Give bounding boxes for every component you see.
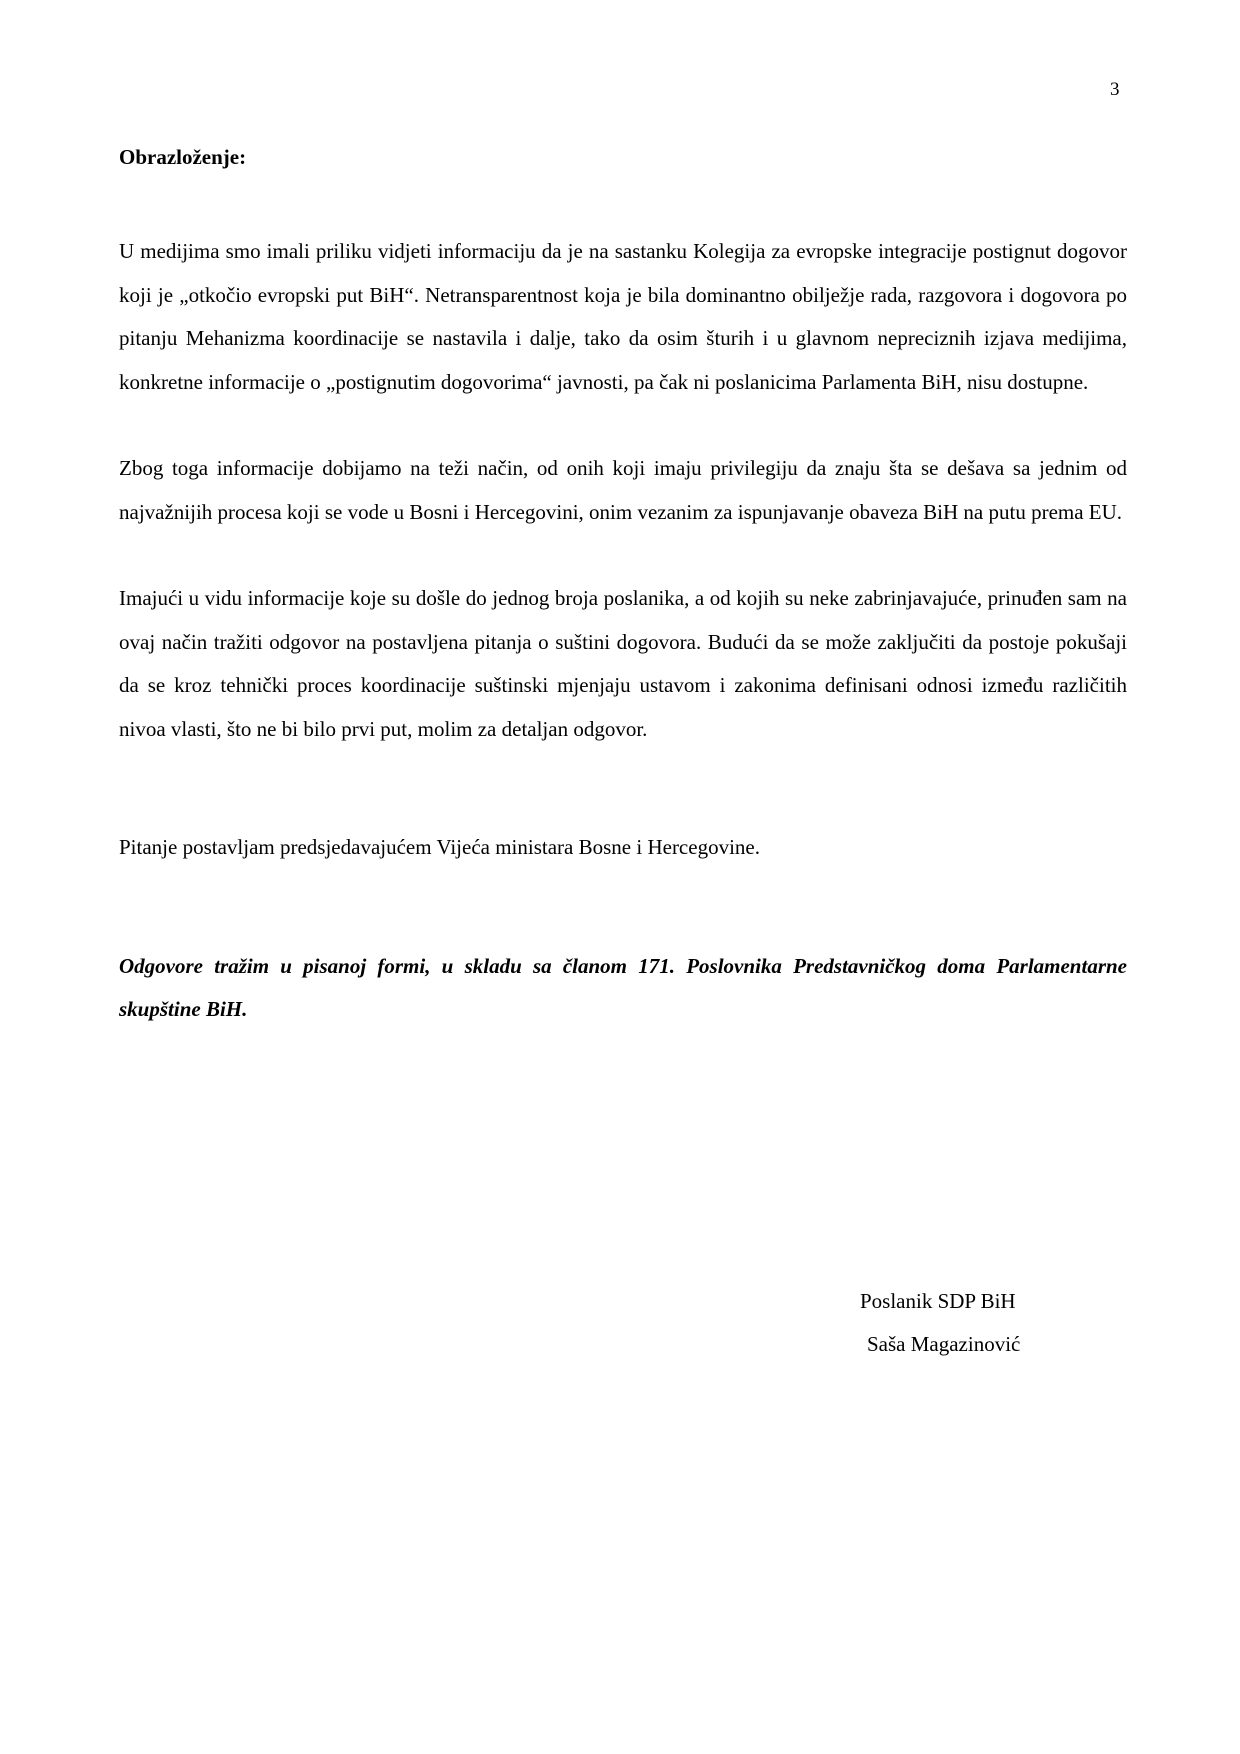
paragraph-information-sources: Zbog toga informacije dobijamo na teži način, od onih koji imaju privilegiju da znaju šta se dešava sa jednim od najvažnijih procesa koji se vode u Bosni i Hercegovini, onim vezanim za ispunjavanje obaveza BiH na putu prema EU. <box>119 456 1127 524</box>
signature-block <box>860 1280 1020 1366</box>
paragraph-addressee: Pitanje postavljam predsjedavajućem Vijeća ministara Bosne i Hercegovine. <box>119 835 760 859</box>
page-number: 3 <box>1110 79 1120 100</box>
section-heading: Obrazloženje: <box>119 145 247 169</box>
signature-title: Poslanik SDP BiH <box>860 1289 1016 1313</box>
signature-name: Saša Magazinović <box>867 1332 1021 1356</box>
document-body <box>119 142 1127 1032</box>
paragraph-written-answer-request: Odgovore tražim u pisanoj formi, u skladu sa članom 171. Poslovnika Predstavničkog doma Parlamentarne skupštine BiH. <box>119 953 1127 1021</box>
paragraph-media-information: U medijima smo imali priliku vidjeti informaciju da je na sastanku Kolegija za evropske integracije postignut dogovor koji je „otkočio evropski put BiH“. Netransparentnost koja je bila dominantno obilježje rada, razgovora i dogovora po pitanju Mehanizma koordinacije se nastavila i dalje, tako da osim šturih i u glavnom nepreciznih izjava medijima, konkretne informacije o „postignutim dogovorima“ javnosti, pa čak ni poslanicima Parlamenta BiH, nisu dostupne. <box>119 239 1127 394</box>
paragraph-request-reason: Imajući u vidu informacije koje su došle do jednog broja poslanika, a od kojih su neke zabrinjavajuće, prinuđen sam na ovaj način tražiti odgovor na postavljena pitanja o suštini dogovora. Budući da se može zaključiti da postoje pokušaji da se kroz tehnički proces koordinacije suštinski mjenjaju ustavom i zakonima definisani odnosi između različitih nivoa vlasti, što ne bi bilo prvi put, molim za detaljan odgovor. <box>119 586 1127 741</box>
